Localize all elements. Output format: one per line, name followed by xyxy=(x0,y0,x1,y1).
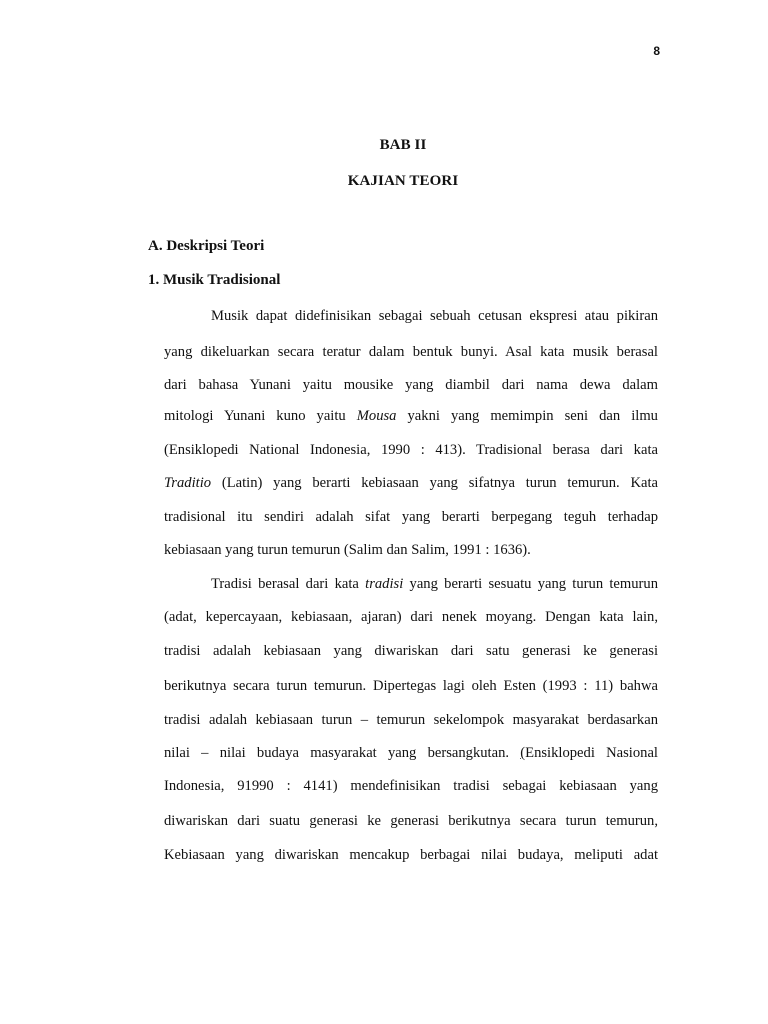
paragraph1-line: tradisional itu sendiri adalah sifat yang berarti berpegang teguh terhadap xyxy=(164,509,658,525)
underlined-paren: ( xyxy=(520,745,526,761)
paragraph1-line: kebiasaan yang turun temurun (Salim dan Salim, 1991 : 1636). xyxy=(164,542,531,558)
paragraph1-line: yang dikeluarkan secara teratur dalam bentuk bunyi. Asal kata musik berasal xyxy=(164,344,658,360)
italic-term: Traditio xyxy=(164,475,212,491)
paragraph1-line: dari bahasa Yunani yaitu mousike yang diambil dari nama dewa dalam xyxy=(164,377,658,393)
text-run: (Latin) yang berarti kebiasaan yang sifatnya turun temurun. Kata xyxy=(211,475,658,491)
text-run: yang berarti sesuatu yang turun temurun xyxy=(403,576,658,592)
paragraph2-line: Indonesia, 91990 : 4141) mendefinisikan tradisi sebagai kebiasaan yang xyxy=(164,778,658,794)
italic-term: tradisi xyxy=(365,576,404,592)
chapter-title: KAJIAN TEORI xyxy=(347,173,459,189)
paragraph1-line xyxy=(164,406,658,426)
paragraph2-line xyxy=(211,574,658,594)
text-run: Ensiklopedi Nasional xyxy=(525,745,658,761)
paragraph2-line: tradisi adalah kebiasaan yang diwariskan dari satu generasi ke generasi xyxy=(164,643,658,659)
paragraph2-line: (adat, kepercayaan, kebiasaan, ajaran) dari nenek moyang. Dengan kata lain, xyxy=(164,609,658,625)
paragraph1-line: Musik dapat didefinisikan sebagai sebuah cetusan ekspresi atau pikiran xyxy=(211,308,658,324)
paragraph2-line: diwariskan dari suatu generasi ke generasi berikutnya secara turun temurun, xyxy=(164,813,658,829)
text-run: nilai – nilai budaya masyarakat yang bersangkutan. xyxy=(164,745,521,761)
text-run: yakni yang memimpin seni dan ilmu xyxy=(396,408,658,424)
paragraph2-line xyxy=(164,743,658,763)
chapter-heading: BAB II xyxy=(379,137,427,153)
paragraph2-line: Kebiasaan yang diwariskan mencakup berbagai nilai budaya, meliputi adat xyxy=(164,847,658,863)
paragraph2-line: berikutnya secara turun temurun. Dipertegas lagi oleh Esten (1993 : 11) bahwa xyxy=(164,678,658,694)
paragraph2-line: tradisi adalah kebiasaan turun – temurun sekelompok masyarakat berdasarkan xyxy=(164,712,658,728)
page-number: 8 xyxy=(653,44,660,58)
text-run: mitologi Yunani kuno yaitu xyxy=(164,408,357,424)
italic-term: Mousa xyxy=(356,408,397,424)
subsection-heading: 1. Musik Tradisional xyxy=(148,272,281,288)
paragraph1-line: (Ensiklopedi National Indonesia, 1990 : 413). Tradisional berasa dari kata xyxy=(164,442,658,458)
section-heading: A. Deskripsi Teori xyxy=(148,238,265,254)
text-run: Tradisi berasal dari kata xyxy=(211,576,366,592)
paragraph1-line xyxy=(164,473,658,493)
